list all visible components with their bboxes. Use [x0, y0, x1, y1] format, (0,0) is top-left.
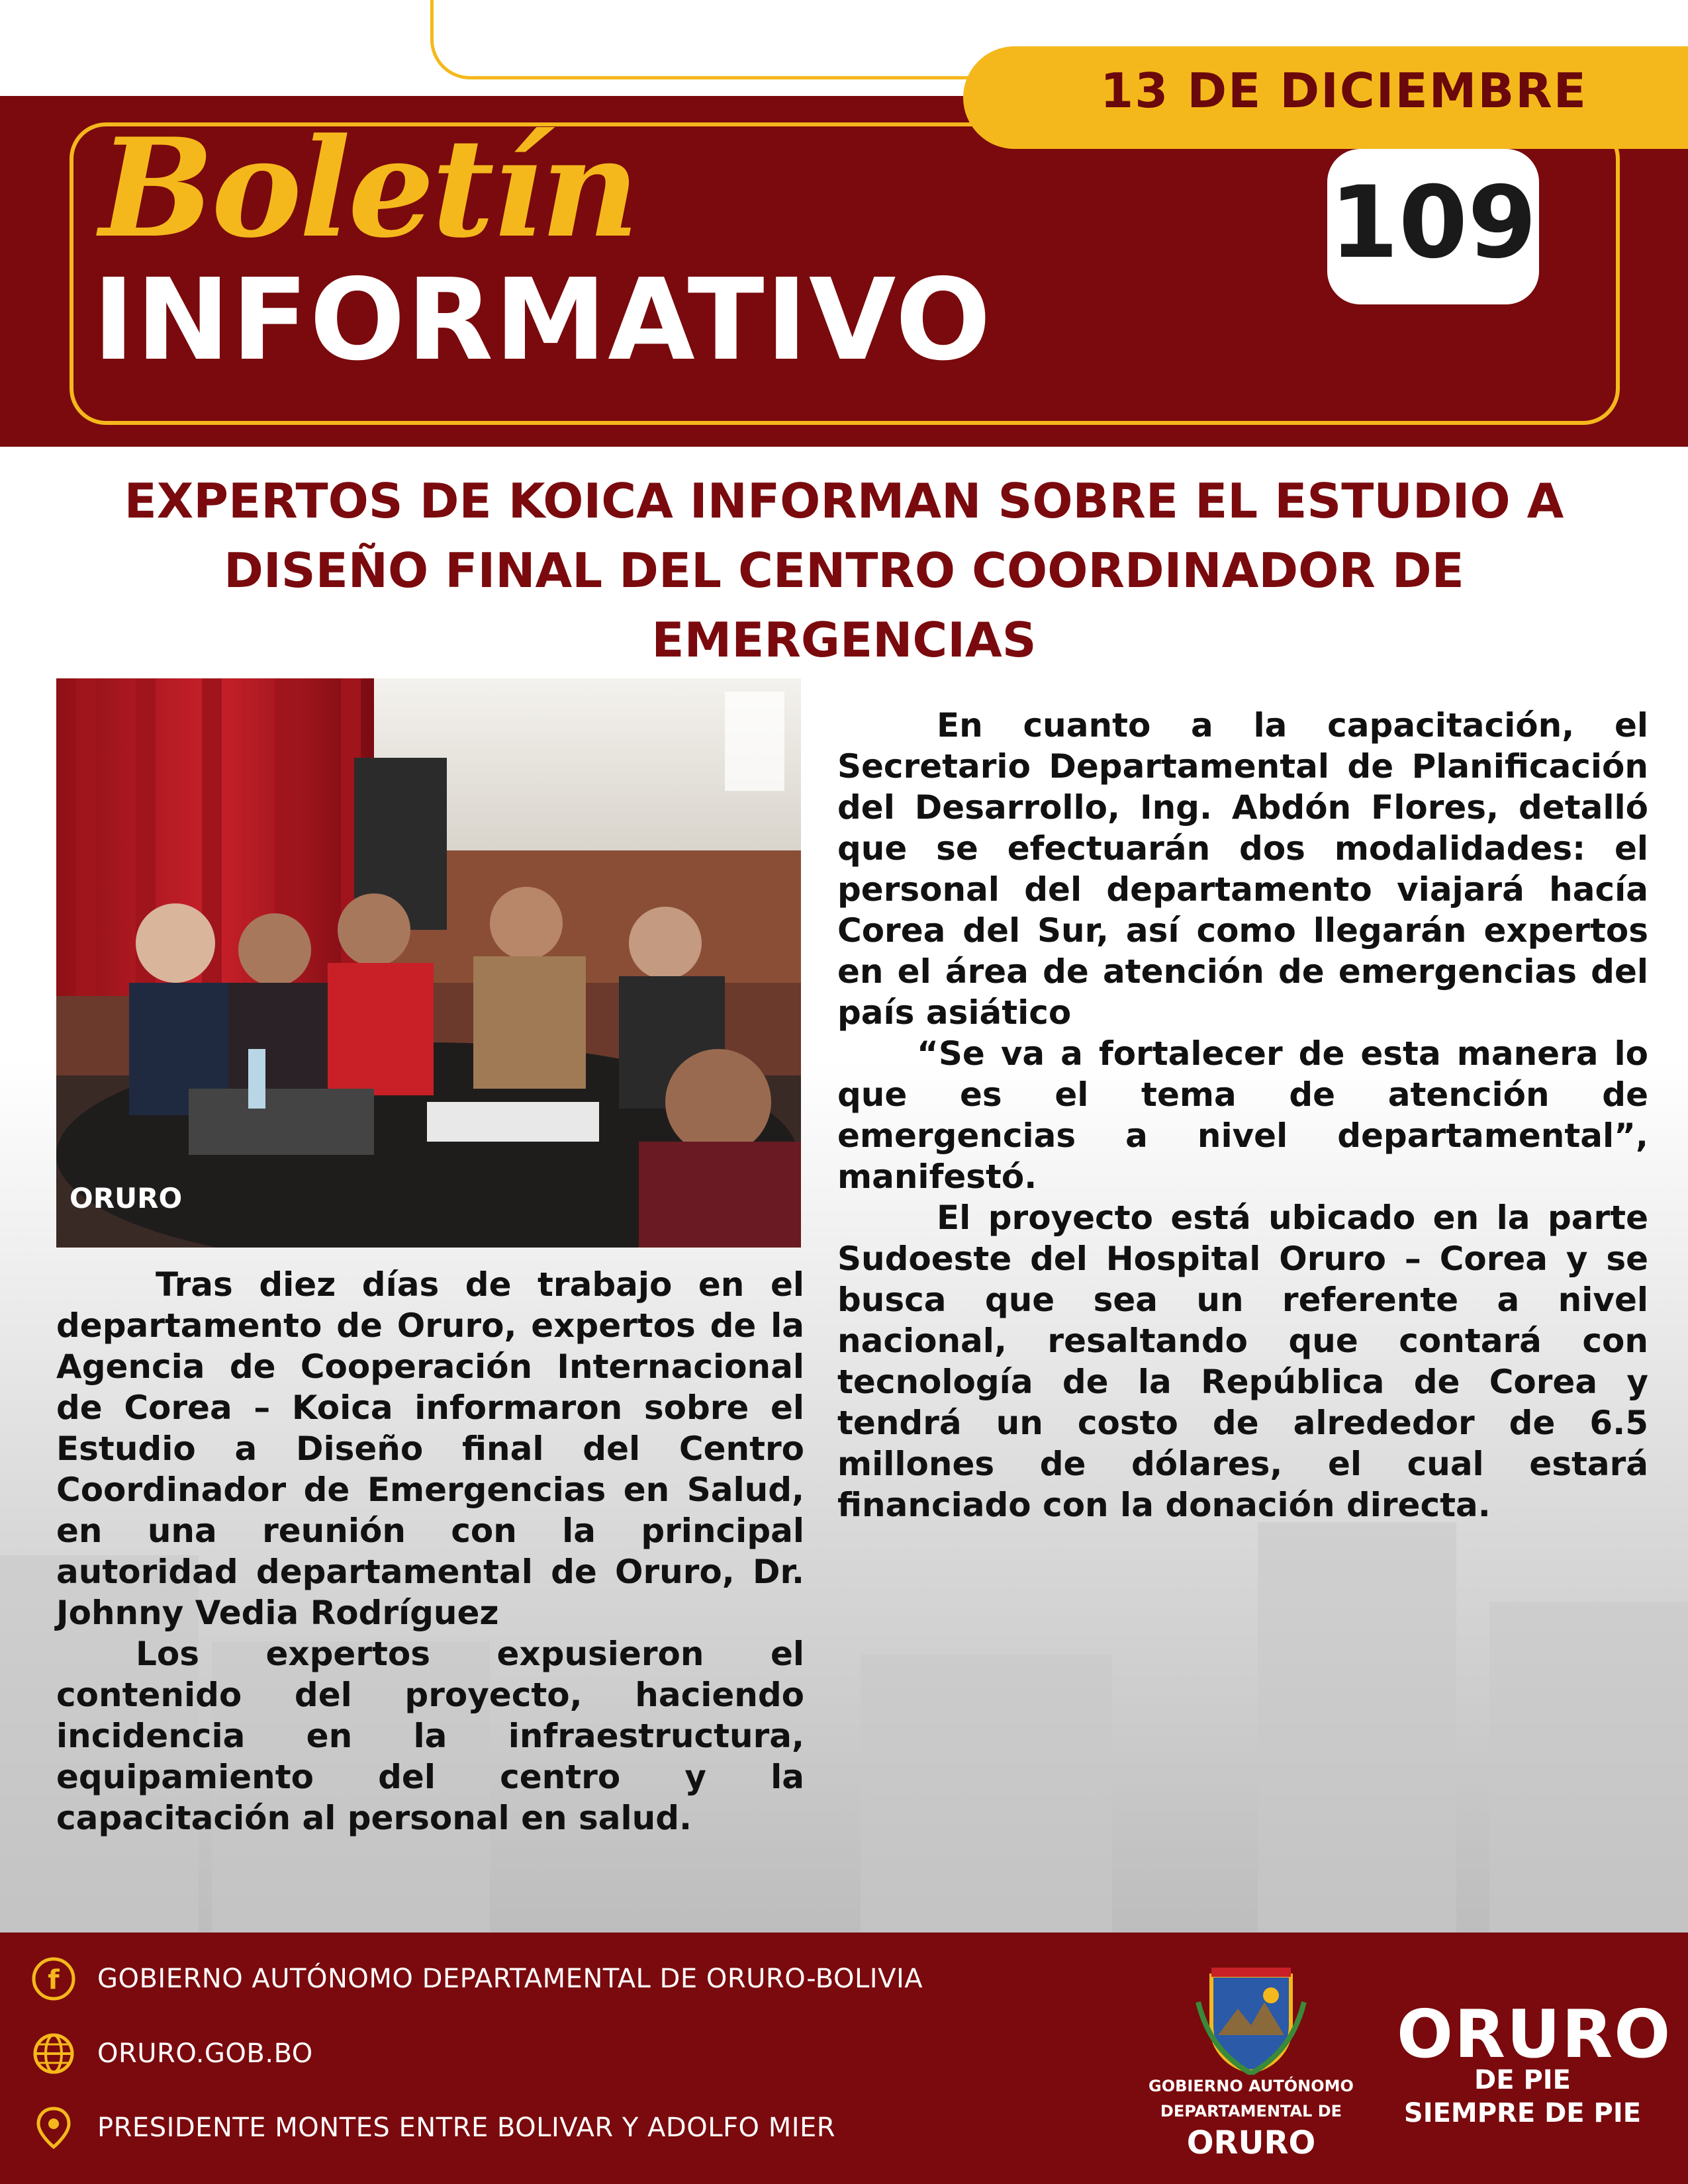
facebook-icon	[30, 1955, 77, 2003]
background-building	[1489, 1602, 1688, 1933]
headline-line: DISEÑO FINAL DEL CENTRO COORDINADOR DE	[224, 543, 1464, 598]
bulletin-date: 13 DE DICIEMBRE	[1100, 63, 1587, 118]
location-pin-icon	[30, 2104, 77, 2152]
photo-watermark-logo: ORURO	[70, 1182, 183, 1214]
crest-line: GOBIERNO AUTÓNOMO	[1149, 2077, 1354, 2095]
crest-line: DEPARTAMENTAL DE	[1160, 2102, 1342, 2120]
bulletin-number: 109	[1329, 165, 1537, 281]
globe-icon	[30, 2030, 77, 2077]
article-right-column	[837, 705, 1648, 1525]
footer-band	[0, 1933, 1688, 2184]
svg-text:f: f	[48, 1965, 60, 1995]
facebook-label: GOBIERNO AUTÓNOMO DEPARTAMENTAL DE ORURO-BOLIVIA	[97, 1964, 923, 1994]
meeting-photo	[56, 678, 801, 1248]
website-label: ORURO.GOB.BO	[97, 2038, 313, 2069]
article-headline	[26, 467, 1662, 675]
article-paragraph: En cuanto a la capacitación, el Secretario Departamental de Planificación del Desarrollo, Ing. Abdón Flores, detalló que se efectuarán dos modalidades: el personal del departamento viajará hacía Corea del Sur, así como llegarán expertos en el área de atención de emergencias del país asiático	[837, 706, 1648, 1032]
headline-line: EXPERTOS DE KOICA INFORMAN SOBRE EL ESTUDIO A	[124, 473, 1564, 529]
article-paragraph: “Se va a fortalecer de esta manera lo que es el tema de atención de emergencias a nivel departamental”, manifestó.	[837, 1034, 1648, 1196]
government-crest-icon	[1192, 1962, 1311, 2075]
footer-facebook[interactable]	[30, 1952, 923, 2005]
footer-address	[30, 2101, 835, 2154]
background-building	[1258, 1522, 1456, 1933]
title-script: Boletín	[99, 109, 637, 268]
title-main: INFORMATIVO	[93, 255, 992, 386]
background-building	[861, 1655, 1112, 1933]
meeting-photo-illustration	[56, 678, 801, 1248]
article-paragraph: El proyecto está ubicado en la parte Sudoeste del Hospital Oruro – Corea y se busca que sea un referente a nivel nacional, resaltando que contará con tecnología de la República de Corea y tendrá un costo de alrededor de 6.5 millones de dólares, el cual estará financiado con la donación directa.	[837, 1199, 1648, 1524]
address-label: PRESIDENTE MONTES ENTRE BOLIVAR Y ADOLFO MIER	[97, 2113, 836, 2143]
slogan-logo-line: SIEMPRE DE PIE	[1403, 2098, 1642, 2128]
crest-line: ORURO	[1186, 2124, 1316, 2161]
article-paragraph: Tras diez días de trabajo en el departamento de Oruro, expertos de la Agencia de Cooperación Internacional de Corea – Koica informaron sobre el Estudio a Diseño final del Centro Coordinador de Emergencias en Salud, en una reunión con la principal autoridad departamental de Oruro, Dr. Johnny Vedia Rodríguez	[56, 1265, 804, 1632]
headline-line: EMERGENCIAS	[651, 612, 1037, 668]
slogan-logo-main: ORURO	[1397, 1995, 1672, 2073]
article-paragraph: Los expertos expusieron el contenido del proyecto, haciendo incidencia en la infraestructura, equipamiento del centro y la capacitación al personal en salud.	[56, 1635, 804, 1837]
footer-website[interactable]	[30, 2027, 313, 2080]
slogan-logo-line: DE PIE	[1474, 2065, 1571, 2095]
article-left-column	[56, 1264, 804, 1839]
